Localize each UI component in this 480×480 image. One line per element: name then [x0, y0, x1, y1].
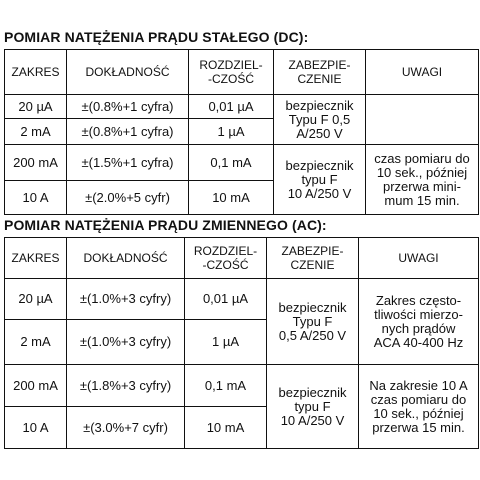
dc-accuracy-cell: ±(1.5%+1 cyfra) [67, 145, 189, 181]
ac-header-zakres: ZAKRES [5, 238, 67, 279]
ac-note-cell-high: Na zakresie 10 A czas pomiaru do 10 sek., później przerwa 15 min. [359, 365, 479, 449]
dc-accuracy-cell: ±(2.0%+5 cyfr) [67, 181, 189, 215]
dc-note-cell-high: czas pomiaru do 10 sek., później przerwa mini- mum 15 min. [366, 145, 479, 215]
ac-header-row [5, 238, 479, 279]
dc-note-cell-low [366, 95, 479, 145]
dc-resolution-cell: 10 mA [189, 181, 274, 215]
ac-header-dokladnosc: DOKŁADNOŚĆ [67, 238, 185, 279]
dc-fuse-cell-high: bezpiecznik typu F 10 A/250 V [274, 145, 366, 215]
dc-header-uwagi: UWAGI [366, 50, 479, 95]
dc-resolution-cell: 1 µA [189, 119, 274, 145]
ac-range-cell: 2 mA [5, 320, 67, 365]
ac-accuracy-cell: ±(1.8%+3 cyfry) [67, 365, 185, 407]
ac-range-cell: 10 A [5, 407, 67, 449]
ac-fuse-cell-low: bezpiecznik Typu F 0,5 A/250 V [267, 279, 359, 365]
ac-range-cell: 20 µA [5, 279, 67, 320]
dc-resolution-cell: 0,01 µA [189, 95, 274, 119]
ac-resolution-cell: 0,01 µA [185, 279, 267, 320]
dc-range-cell: 200 mA [5, 145, 67, 181]
ac-range-cell: 200 mA [5, 365, 67, 407]
ac-resolution-cell: 1 µA [185, 320, 267, 365]
ac-section-title: POMIAR NATĘŻENIA PRĄDU ZMIENNEGO (AC): [4, 217, 327, 233]
dc-section-title: POMIAR NATĘŻENIA PRĄDU STAŁEGO (DC): [4, 29, 309, 45]
dc-header-zabezpieczenie: ZABEZPIE- CZENIE [274, 50, 366, 95]
table-row [5, 279, 479, 320]
ac-header-rozdzielczosc: ROZDZIEL- -CZOŚĆ [185, 238, 267, 279]
dc-spec-table [4, 49, 479, 215]
table-row [5, 365, 479, 407]
ac-fuse-cell-high: bezpiecznik typu F 10 A/250 V [267, 365, 359, 449]
ac-header-zabezpieczenie: ZABEZPIE- CZENIE [267, 238, 359, 279]
ac-resolution-cell: 0,1 mA [185, 365, 267, 407]
dc-accuracy-cell: ±(0.8%+1 cyfra) [67, 95, 189, 119]
dc-header-row [5, 50, 479, 95]
dc-header-dokladnosc: DOKŁADNOŚĆ [67, 50, 189, 95]
dc-fuse-cell-low: bezpiecznik Typu F 0,5 A/250 V [274, 95, 366, 145]
table-row [5, 145, 479, 181]
dc-resolution-cell: 0,1 mA [189, 145, 274, 181]
ac-resolution-cell: 10 mA [185, 407, 267, 449]
ac-note-cell-low: Zakres często- tliwości mierzo- nych prądów ACA 40-400 Hz [359, 279, 479, 365]
dc-range-cell: 2 mA [5, 119, 67, 145]
ac-accuracy-cell: ±(3.0%+7 cyfr) [67, 407, 185, 449]
ac-header-uwagi: UWAGI [359, 238, 479, 279]
dc-header-zakres: ZAKRES [5, 50, 67, 95]
dc-accuracy-cell: ±(0.8%+1 cyfra) [67, 119, 189, 145]
ac-accuracy-cell: ±(1.0%+3 cyfry) [67, 279, 185, 320]
dc-range-cell: 10 A [5, 181, 67, 215]
ac-spec-table [4, 237, 479, 449]
ac-accuracy-cell: ±(1.0%+3 cyfry) [67, 320, 185, 365]
dc-header-rozdzielczosc: ROZDZIEL- -CZOŚĆ [189, 50, 274, 95]
table-row [5, 95, 479, 119]
dc-range-cell: 20 µA [5, 95, 67, 119]
